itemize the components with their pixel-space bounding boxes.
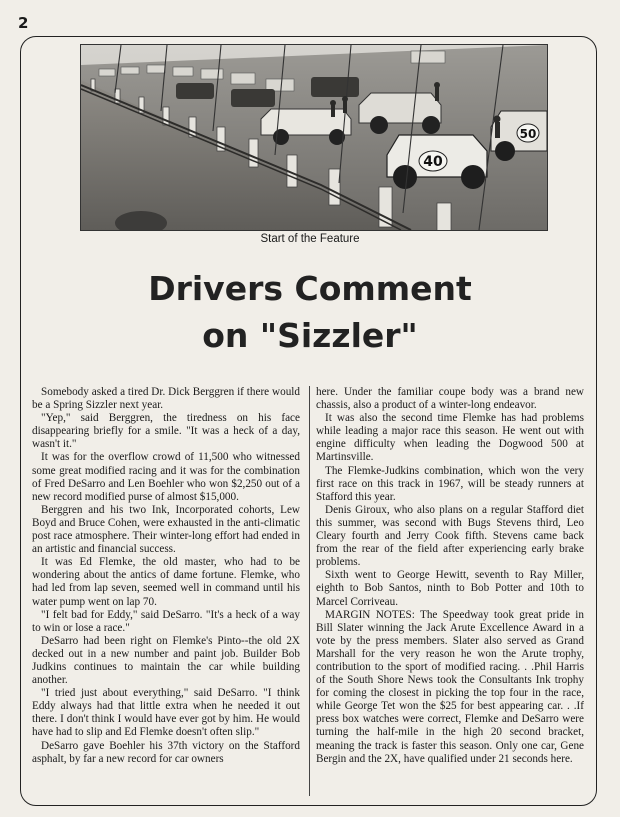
photo-caption: Start of the Feature (260, 233, 360, 245)
paragraph: MARGIN NOTES: The Speedway took great pride in Bill Slater winning the Jack Arute Excellence Award in a vote by the press members. Slater also served as Grand Marshall for the very reason he won the Arute trophy, contribution to the sport of modified racing. . .Phil Harris of the South Shore News took the Consultants Ink trophy for coming the closest in picking the top four in the race, while George Tet won the $25 for best appearing car. . .If press box watches were correct, Flemke and DeSarro were turning the half-mile in the high 20 second bracket, meaning the track is faster this season. Only one car, Gene Bergin and the 2X, have qualified under 21 seconds here. (316, 608, 584, 765)
paragraph: DeSarro gave Boehler his 37th victory on the Stafford asphalt, by far a new record for car owners (32, 739, 300, 765)
headline-line-2: on "Sizzler" (202, 316, 418, 355)
car-number-50: 50 (519, 127, 537, 141)
page-number: 2 (18, 14, 29, 32)
paragraph: It was for the overflow crowd of 11,500 who witnessed some great modified racing and it was for the combination of Fred DeSarro and Len Boehler who won $2,250 out of a new record modified purse of almost $15,000. (32, 451, 300, 503)
paragraph: here. Under the familiar coupe body was a brand new chassis, also a product of a winter-long endeavor. (316, 386, 584, 412)
paragraph: DeSarro had been right on Flemke's Pinto--the old 2X decked out in a new number and paint job. Builder Bob Judkins continues to maintain the car while building another. (32, 634, 300, 687)
paragraph: It was Ed Flemke, the old master, who had to be wondering about the antics of dame fortune. Flemke, who had led from lap seven, seemed well in command until his water pump went on lap 70. (32, 556, 300, 608)
headline-line-1: Drivers Comment (148, 269, 472, 308)
paragraph: Sixth went to George Hewitt, seventh to Ray Miller, eighth to Bob Santos, ninth to Bob Potter and 10th to Marcel Corriveau. (316, 569, 584, 608)
paragraph: Berggren and his two Ink, Incorporated cohorts, Lew Boyd and Bruce Cohen, were exhausted in the anti-climatic post race atmosphere. Their winter-long effort had ended in an artistic and financial success. (32, 503, 300, 556)
paragraph: "I felt bad for Eddy," said DeSarro. "It's a heck of a way to win or lose a race." (32, 608, 300, 634)
article-headline (0, 265, 620, 359)
article-column-left (32, 386, 300, 766)
race-start-photo (80, 44, 548, 231)
paragraph: The Flemke-Judkins combination, which won the very first race on this track in 1967, will be steady runners at Stafford this year. (316, 464, 584, 503)
paragraph: Somebody asked a tired Dr. Dick Berggren if there would be a Spring Sizzler next year. (32, 386, 300, 412)
column-divider (309, 386, 310, 796)
paragraph: Denis Giroux, who also plans on a regular Stafford diet this summer, was second with Bugs Stevens third, Leo Cleary fourth and Jerry Cook fifth. Stevens came back from the rear of the field after experiencing early brake problems. (316, 503, 584, 569)
paragraph: "I tried just about everything," said DeSarro. "I think Eddy always had that little extra when he needed it out there. I don't think I would have ever got by him. He would have had to slip and Ed Flemke doesn't often slip." (32, 687, 300, 739)
car-number-40: 40 (423, 154, 443, 170)
article-column-right (316, 386, 584, 766)
paragraph: It was also the second time Flemke has had problems while leading a major race this season. He went out with engine difficulty when leading the Dogwood 500 at Martinsville. (316, 412, 584, 464)
paragraph: "Yep," said Berggren, the tiredness on his face disappearing briefly for a smile. "It was a heck of a day, wasn't it." (32, 412, 300, 451)
